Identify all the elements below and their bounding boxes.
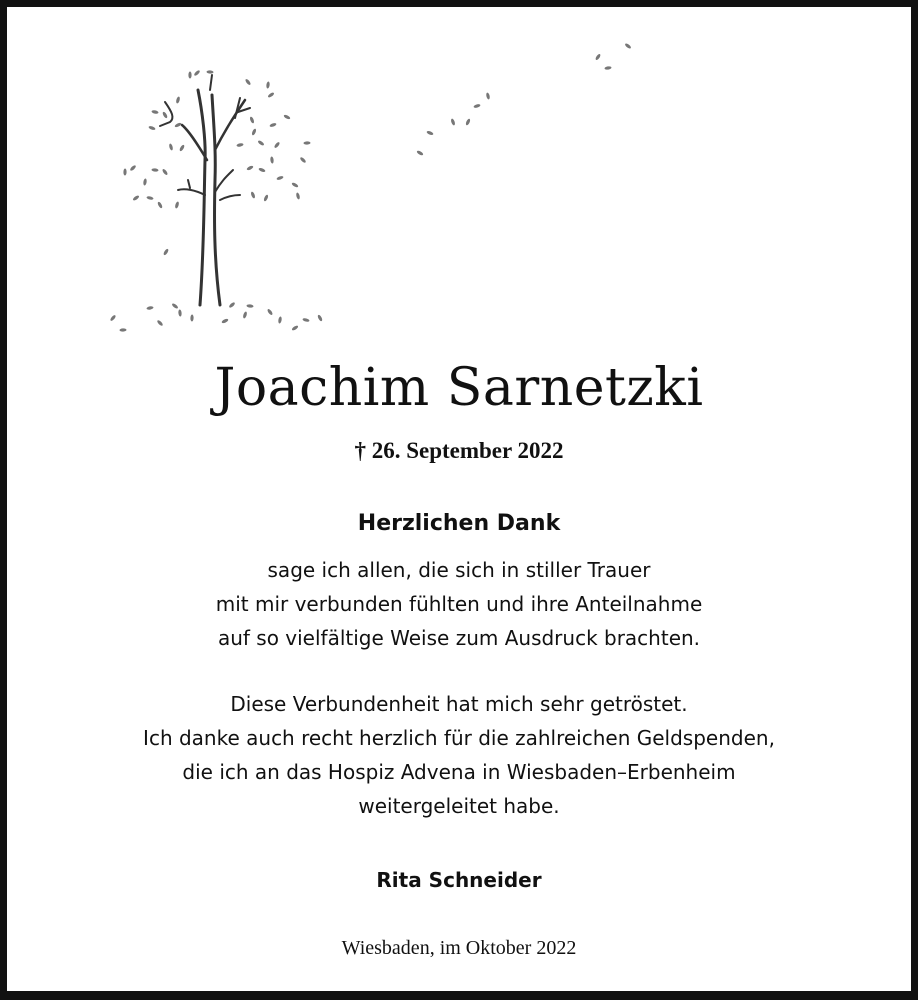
deceased-name: Joachim Sarnetzki <box>214 358 704 418</box>
place-and-date: Wiesbaden, im Oktober 2022 <box>341 937 577 959</box>
signature: Rita Schneider <box>376 868 542 892</box>
text-line: auf so vielfältige Weise zum Ausdruck brachten. <box>217 626 701 650</box>
text-line: sage ich allen, die sich in stiller Trauer <box>267 558 651 582</box>
paragraph-1 <box>0 553 918 655</box>
death-date: † 26. September 2022 <box>354 438 564 463</box>
text-line: Diese Verbundenheit hat mich sehr getröstet. <box>230 692 688 716</box>
text-line: die ich an das Hospiz Advena in Wiesbaden–Erbenheim <box>182 760 736 784</box>
text-line: mit mir verbunden fühlten und ihre Anteilnahme <box>215 592 703 616</box>
paragraph-2 <box>0 687 918 823</box>
thanks-heading: Herzlichen Dank <box>357 511 561 536</box>
text-line: Ich danke auch recht herzlich für die zahlreichen Geldspenden, <box>143 726 775 750</box>
text-line: weitergeleitet habe. <box>358 794 560 818</box>
